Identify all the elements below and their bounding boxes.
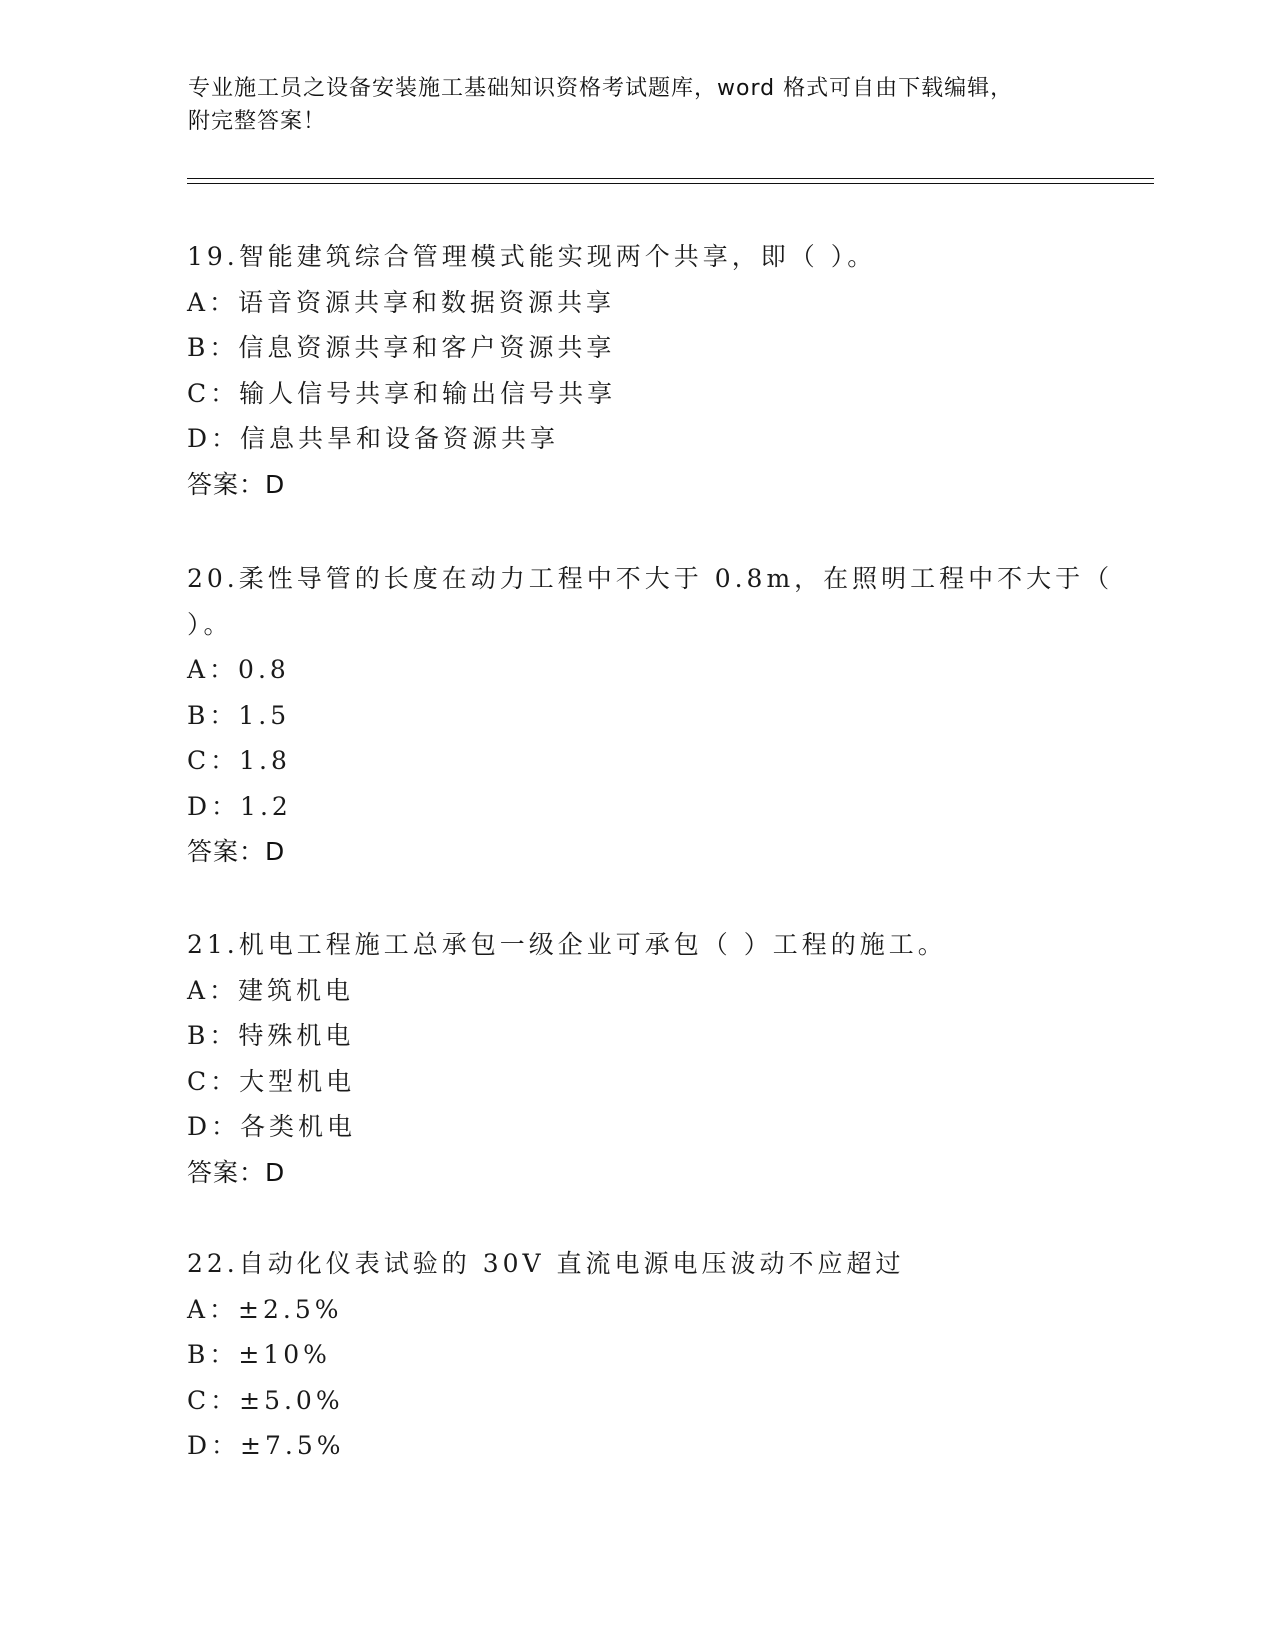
question-20	[187, 556, 1114, 875]
option-a: A：0.8	[187, 655, 290, 684]
header-divider-bottom	[187, 183, 1154, 184]
option-a: A：建筑机电	[187, 975, 355, 1005]
option-c: C：±5.0%	[187, 1385, 344, 1415]
question-stem-line-1: 20.柔性导管的长度在动力工程中不大于 0.8m，在照明工程中不大于（	[187, 564, 1114, 593]
option-c: C：1.8	[187, 746, 291, 775]
question-22	[187, 1241, 1087, 1469]
header-line-1: 专业施工员之设备安装施工基础知识资格考试题库，word 格式可自由下载编辑，	[188, 76, 1014, 101]
option-b: B：特殊机电	[187, 1021, 355, 1050]
header-line-2: 附完整答案！	[188, 109, 327, 134]
option-c: C：输人信号共享和输出信号共享	[187, 378, 617, 408]
document-header	[188, 72, 1068, 138]
answer-text: 答案：D	[187, 837, 286, 866]
answer-text: 答案：D	[187, 1157, 286, 1187]
option-d: D：各类机电	[187, 1112, 357, 1141]
option-d: D：±7.5%	[187, 1431, 345, 1460]
option-c: C：大型机电	[187, 1066, 356, 1096]
option-b: B：1.5	[187, 700, 291, 730]
option-b: B：信息资源共享和客户资源共享	[187, 333, 616, 362]
option-b: B：±10%	[187, 1340, 331, 1369]
header-divider-top	[187, 178, 1154, 179]
option-a: A：语音资源共享和数据资源共享	[187, 287, 616, 317]
answer-text: 答案：D	[187, 469, 286, 499]
question-19	[187, 234, 1087, 507]
question-stem: 21.机电工程施工总承包一级企业可承包（ ）工程的施工。	[187, 930, 947, 959]
option-d: D：1.2	[187, 791, 292, 821]
question-21	[187, 922, 1087, 1195]
question-stem: 22.自动化仪表试验的 30V 直流电源电压波动不应超过	[187, 1249, 905, 1278]
option-d: D：信息共旱和设备资源共享	[187, 424, 560, 453]
option-a: A：±2.5%	[187, 1294, 343, 1324]
question-stem-line-2: ）。	[187, 609, 233, 639]
question-stem: 19.智能建筑综合管理模式能实现两个共享，即（ ）。	[187, 242, 877, 271]
